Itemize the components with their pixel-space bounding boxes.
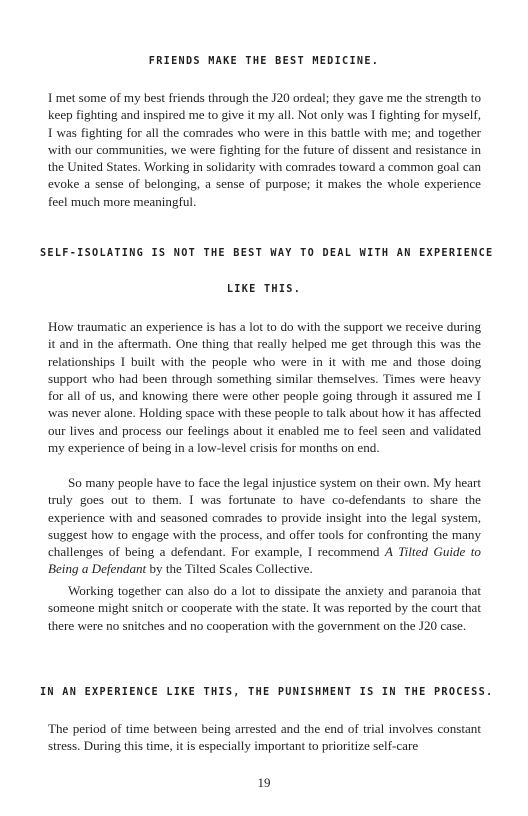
paragraph-legal-system [48, 474, 481, 578]
paragraph-support: How traumatic an experience is has a lot to do with the support we receive during it and in the aftermath. One thing that really helped me get through this was the relationships I built with the people who were in it with me and those doing support who had been through something similar themselves. Times were heavy for all of us, and knowing there were other people going through it assured me I was never alone. Holding space with these people to talk about how it has affected our lives and process our feelings about it enabled me to feel seen and validated my experience of being in a low-level crisis for months on end. [48, 319, 481, 456]
section-heading-friends: FRIENDS MAKE THE BEST MEDICINE. [148, 56, 380, 67]
section-heading-punishment: IN AN EXPERIENCE LIKE THIS, THE PUNISHMENT IS IN THE PROCESS. [40, 687, 494, 698]
paragraph-text: So many people have to face the legal injustice system on their own. My heart truly goes out to them. I was fortunate to have co-defendants to share the experience with and seasoned comrades to provide insight into the legal system, suggest how to engage with the process, and offer tools for confronting the many challenges of being a defendant. For example, I recommend [48, 475, 481, 560]
section-heading-self-isolating-line1: SELF-ISOLATING IS NOT THE BEST WAY TO DEAL WITH AN EXPERIENCE [40, 248, 494, 259]
section-heading-self-isolating-line2: LIKE THIS. [226, 284, 302, 295]
paragraph-stress: The period of time between being arrested and the end of trial involves constant stress. During this time, it is especially important to prioritize self-care [48, 721, 481, 754]
paragraph-text: by the Tilted Scales Collective. [146, 561, 313, 577]
paragraph-friends: I met some of my best friends through the J20 ordeal; they gave me the strength to keep fighting and inspired me to give it my all. Not only was I fighting for myself, I was fighting for all the comrades who were in this battle with me; and together with our communities, we were fighting for the future of dissent and resistance in the United States. Working in solidarity with comrades toward a common goal can evoke a sense of belonging, a sense of purpose; it makes the whole experience feel much more meaningful. [48, 90, 481, 209]
paragraph-working-together: Working together can also do a lot to dissipate the anxiety and paranoia that someone might snitch or cooperate with the state. It was reported by the court that there were no snitches and no cooperation with the government on the J20 case. [48, 583, 481, 633]
page-number: 19 [257, 775, 271, 790]
book-title: A Tilted Guide to Being a Defendant [48, 544, 481, 577]
